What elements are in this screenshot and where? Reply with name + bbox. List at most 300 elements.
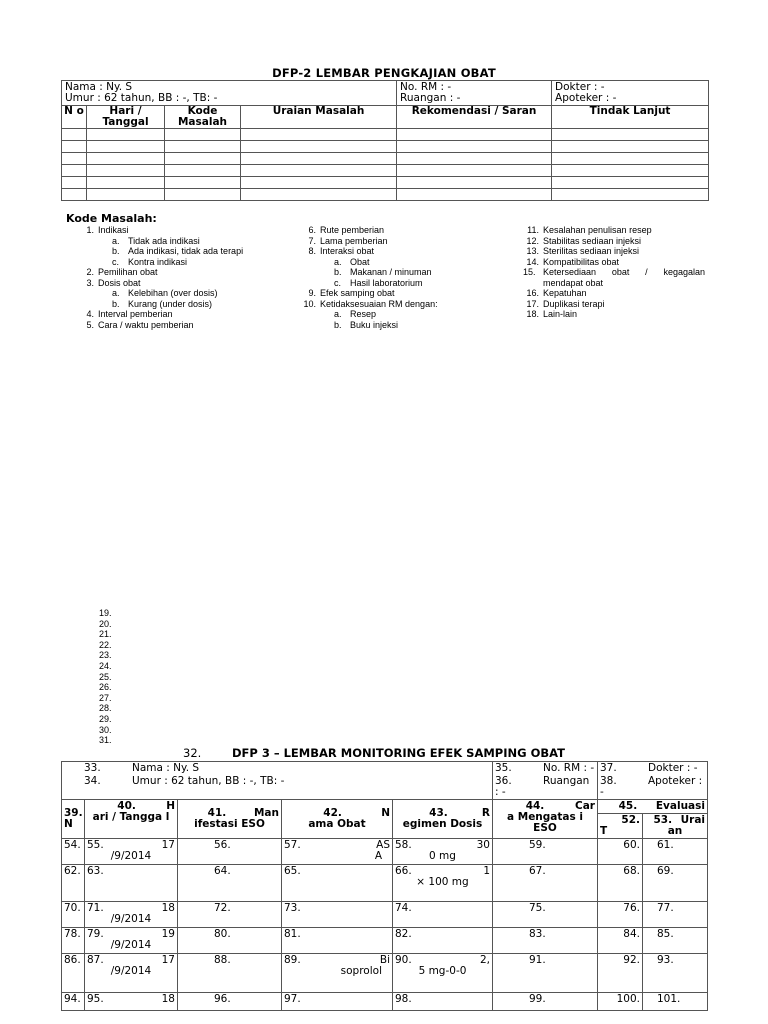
- cell-number: 62.: [64, 865, 81, 877]
- dfp3-table: [61, 761, 708, 1011]
- list-item-number: 7.: [308, 235, 316, 246]
- dfp3-body: [62, 839, 708, 1011]
- list-item: 25.: [99, 671, 112, 682]
- cell-line: [395, 903, 490, 914]
- table-row: [62, 129, 709, 141]
- table-row: [62, 865, 708, 902]
- list-item: 30.: [99, 724, 112, 735]
- cell-number: 70.: [64, 902, 81, 914]
- cell-value: /9/2014: [110, 850, 152, 862]
- list-item: 31.: [99, 735, 112, 746]
- cell-number: 64.: [214, 865, 231, 877]
- table-cell: [85, 865, 178, 902]
- cell-number: 73.: [284, 902, 301, 914]
- cell-number: 54.: [64, 839, 81, 851]
- header-label: Evaluasi: [655, 800, 705, 812]
- cell-number: 71.: [87, 902, 104, 914]
- cell-value: 30: [476, 839, 490, 851]
- header-label: ifestasi ESO: [194, 818, 265, 830]
- list-item-text: Cara / waktu pemberian: [98, 319, 194, 330]
- table-row: [62, 902, 708, 928]
- cell-number: 66.: [395, 865, 412, 877]
- table-cell: [493, 902, 598, 928]
- table-cell: [282, 928, 393, 954]
- cell-number: 81.: [284, 928, 301, 940]
- cell-value: /9/2014: [110, 913, 152, 925]
- table-cell: [178, 865, 282, 902]
- list-item: [78, 309, 288, 320]
- list-item: [523, 299, 705, 310]
- list-item-text: Dosis obat: [98, 277, 141, 288]
- cell-value: Bi: [379, 954, 390, 966]
- table-cell: [598, 865, 643, 902]
- table-cell: [85, 993, 178, 1011]
- dfp3-dokter: Dokter : -: [648, 762, 698, 774]
- table-row: [62, 165, 709, 177]
- table-row: [62, 189, 709, 201]
- cell-value: 18: [161, 993, 175, 1005]
- table-cell: [393, 954, 493, 993]
- dfp3-n33: 33.: [84, 762, 101, 774]
- header-number: 53.: [653, 814, 673, 826]
- cell-number: 67.: [529, 865, 546, 877]
- header-number: 42.: [323, 807, 342, 819]
- list-item-text: Kesalahan penulisan resep: [543, 225, 652, 235]
- table-cell: [598, 954, 643, 993]
- header-number: 44.: [525, 800, 545, 812]
- header-number: 45.: [618, 800, 638, 812]
- list-item-number: a.: [112, 235, 120, 246]
- list-item: [300, 320, 510, 331]
- list-item-number: a.: [334, 256, 342, 267]
- table-cell: [62, 865, 85, 902]
- list-item: 22.: [99, 639, 112, 650]
- table-cell: [643, 993, 708, 1011]
- list-item: 20.: [99, 618, 112, 629]
- dfp3-dokter-cell: [598, 762, 708, 776]
- list-item: [523, 309, 705, 320]
- table-row: [62, 153, 709, 165]
- list-item: [300, 246, 510, 257]
- table-cell: [282, 839, 393, 865]
- list-item: [523, 225, 705, 236]
- table-cell: [85, 839, 178, 865]
- table-cell: [393, 865, 493, 902]
- cell-number: 87.: [87, 954, 104, 966]
- cell-value: soprolol: [340, 965, 382, 977]
- list-item-text: Kontra indikasi: [128, 256, 188, 267]
- table-cell: [282, 902, 393, 928]
- cell-number: 59.: [529, 839, 546, 851]
- dfp3-header-nama-obat: [282, 800, 393, 839]
- list-item-text: Rute pemberian: [320, 225, 385, 235]
- list-item-text: Ada indikasi, tidak ada terapi: [128, 246, 244, 256]
- list-item: [78, 320, 288, 331]
- list-item: [300, 278, 510, 289]
- list-item-number: 11.: [527, 225, 539, 235]
- cell-number: 97.: [284, 993, 301, 1005]
- list-item-number: 15.: [523, 267, 536, 277]
- dfp3-info-row-1: [62, 762, 708, 776]
- header-label: Urai: [680, 814, 705, 826]
- dfp2-header-uraian: Uraian Masalah: [241, 106, 397, 129]
- cell-value: /9/2014: [110, 965, 152, 977]
- list-item: [523, 267, 705, 278]
- dfp3-ruangan-cell: [493, 775, 598, 800]
- table-cell: [85, 902, 178, 928]
- list-item: [78, 236, 288, 247]
- cell-value: 5 mg-0-0: [418, 965, 467, 977]
- cell-number: 79.: [87, 928, 104, 940]
- list-item-number: 16.: [526, 288, 539, 298]
- dfp3-nama-cell: [62, 762, 493, 776]
- dfp2-dokter: Dokter : -: [555, 81, 605, 93]
- table-cell: [493, 865, 598, 902]
- list-item: 24.: [99, 660, 112, 671]
- cell-number: 56.: [214, 839, 231, 851]
- table-cell: [598, 928, 643, 954]
- table-cell: [178, 928, 282, 954]
- cell-line: [284, 929, 390, 940]
- header-label: N: [64, 818, 73, 830]
- list-item: [523, 278, 705, 289]
- table-cell: [643, 954, 708, 993]
- cell-number: 82.: [395, 928, 412, 940]
- header-label: Car: [575, 800, 595, 812]
- dfp2-title: DFP-2 LEMBAR PENGKAJIAN OBAT: [272, 66, 496, 80]
- dfp3-apoteker: Apoteker : -: [600, 775, 703, 798]
- header-label: a Mengatas i ESO: [507, 811, 583, 834]
- list-item-number: b.: [112, 298, 120, 309]
- list-item-text: Buku injeksi: [350, 319, 399, 330]
- table-cell: [393, 993, 493, 1011]
- cell-number: 75.: [529, 902, 546, 914]
- dfp3-n34: 34.: [84, 775, 101, 787]
- dfp2-info-row: [62, 81, 709, 106]
- table-cell: [643, 928, 708, 954]
- table-cell: [62, 928, 85, 954]
- list-item-number: 12.: [526, 235, 539, 246]
- cell-number: 65.: [284, 865, 301, 877]
- list-item: [78, 257, 288, 268]
- cell-number: 90.: [395, 954, 412, 966]
- list-item-number: 3.: [86, 277, 94, 288]
- table-cell: [62, 839, 85, 865]
- list-item-text: Hasil laboratorium: [350, 277, 423, 288]
- cell-number: 85.: [657, 928, 674, 940]
- header-label: egimen Dosis: [402, 818, 483, 830]
- dfp2-header-kode: Kode Masalah: [165, 106, 241, 129]
- table-cell: [282, 865, 393, 902]
- list-item-text: Resep: [350, 309, 377, 319]
- table-cell: [643, 902, 708, 928]
- dfp3-header-regimen: [393, 800, 493, 839]
- dfp3-header-no: [62, 800, 85, 839]
- kode-masalah-title: Kode Masalah:: [66, 212, 157, 225]
- list-item-text: Obat: [350, 256, 370, 267]
- cell-line: [284, 994, 390, 1005]
- dfp2-header-tanggal: Hari / Tanggal: [87, 106, 165, 129]
- cell-number: 76.: [623, 902, 640, 914]
- list-item-text: Kompatibilitas obat: [543, 256, 620, 267]
- cell-number: 55.: [87, 839, 104, 851]
- cell-value: 17: [161, 954, 175, 966]
- list-item-text: Lain-lain: [543, 309, 578, 319]
- header-number: 43.: [429, 807, 448, 819]
- dfp3-header-row-1: [62, 800, 708, 814]
- table-cell: [643, 839, 708, 865]
- table-cell: [62, 954, 85, 993]
- cell-number: 74.: [395, 902, 412, 914]
- header-number: 40.: [117, 800, 136, 812]
- dfp2-rm-cell: [397, 81, 552, 106]
- list-item-text: Tidak ada indikasi: [128, 235, 200, 246]
- cell-value: AS: [376, 839, 390, 851]
- list-item: 28.: [99, 703, 112, 714]
- list-item-number: c.: [334, 277, 342, 288]
- table-cell: [282, 954, 393, 993]
- cell-number: 93.: [657, 954, 674, 966]
- dfp3-header-cara: [493, 800, 598, 839]
- cell-number: 84.: [623, 928, 640, 940]
- table-cell: [493, 928, 598, 954]
- list-item-number: b.: [112, 246, 120, 256]
- header-number: 41.: [207, 807, 227, 819]
- table-cell: [393, 902, 493, 928]
- kode-masalah-column-3: [523, 225, 705, 320]
- list-item-text: Kelebihan (over dosis): [128, 288, 218, 298]
- cell-number: 58.: [395, 839, 412, 851]
- cell-value: 17: [161, 839, 175, 851]
- list-item: 26.: [99, 682, 112, 693]
- cell-number: 60.: [623, 839, 640, 851]
- dfp2-no-rm: No. RM : -: [400, 81, 452, 93]
- list-item-number: 17.: [526, 298, 539, 309]
- list-item-text: Indikasi: [98, 225, 129, 235]
- table-cell: [643, 865, 708, 902]
- cell-number: 89.: [284, 954, 301, 966]
- cell-value: 2,: [479, 954, 490, 966]
- cell-line: [395, 994, 490, 1005]
- dfp2-header-row: [62, 106, 709, 129]
- cell-number: 61.: [657, 839, 674, 851]
- table-cell: [282, 993, 393, 1011]
- table-cell: [178, 902, 282, 928]
- dfp2-header-rekomendasi: Rekomendasi / Saran: [397, 106, 552, 129]
- dfp3-header-evaluasi: [598, 800, 708, 814]
- table-cell: [178, 993, 282, 1011]
- list-item-text: Makanan / minuman: [350, 267, 432, 277]
- header-label: ama Obat: [308, 818, 366, 830]
- table-cell: [493, 954, 598, 993]
- header-number: 52.: [621, 814, 640, 826]
- list-item-number: 1.: [86, 225, 94, 235]
- cell-number: 91.: [529, 954, 546, 966]
- header-label: T: [600, 825, 608, 837]
- table-cell: [85, 928, 178, 954]
- dfp3-title: DFP 3 – LEMBAR MONITORING EFEK SAMPING OBAT: [232, 746, 565, 760]
- table-cell: [393, 928, 493, 954]
- table-cell: [598, 902, 643, 928]
- header-label: H: [166, 800, 175, 812]
- list-item: [78, 278, 288, 289]
- list-item-number: 2.: [86, 267, 94, 277]
- table-row: [62, 839, 708, 865]
- table-cell: [178, 839, 282, 865]
- list-item-text: Interaksi obat: [320, 246, 375, 256]
- list-item-number: c.: [112, 256, 120, 267]
- list-item: 21.: [99, 629, 112, 640]
- list-item: [78, 267, 288, 278]
- header-label: N: [381, 807, 390, 819]
- dfp2-apoteker: Apoteker : -: [555, 92, 617, 104]
- header-label: Man: [253, 807, 279, 819]
- dfp3-apoteker-cell: [598, 775, 708, 800]
- table-cell: [62, 993, 85, 1011]
- table-cell: [493, 993, 598, 1011]
- list-item-number: b.: [334, 267, 342, 277]
- table-cell: [598, 839, 643, 865]
- dfp2-nama: Nama : Ny. S: [65, 81, 133, 93]
- cell-number: 100.: [616, 993, 640, 1005]
- list-item: [300, 257, 510, 268]
- cell-value: /9/2014: [110, 939, 152, 951]
- table-row: [62, 954, 708, 993]
- cell-number: 77.: [657, 902, 674, 914]
- dfp3-n35: 35.: [495, 762, 512, 774]
- table-row: [62, 928, 708, 954]
- list-item-number: 9.: [308, 288, 316, 298]
- numbered-list: [99, 608, 112, 746]
- list-item-number: a.: [112, 288, 120, 298]
- cell-number: 99.: [529, 993, 546, 1005]
- table-cell: [598, 993, 643, 1011]
- cell-number: 83.: [529, 928, 546, 940]
- list-item-text: Kepatuhan: [543, 288, 587, 298]
- cell-number: 86.: [64, 954, 81, 966]
- table-row: [62, 177, 709, 189]
- list-item-text: Pemilihan obat: [98, 267, 158, 277]
- cell-number: 101.: [657, 993, 681, 1005]
- dfp2-table: [61, 80, 709, 201]
- cell-value: 1: [483, 865, 490, 877]
- dfp3-header-manifestasi: [178, 800, 282, 839]
- cell-number: 94.: [64, 993, 81, 1005]
- dfp3-title-number: 32.: [183, 746, 202, 760]
- dfp2-patient-cell: [62, 81, 397, 106]
- list-item: 19.: [99, 608, 112, 618]
- list-item: [523, 288, 705, 299]
- cell-number: 80.: [214, 928, 231, 940]
- table-cell: [62, 902, 85, 928]
- cell-number: 88.: [214, 954, 231, 966]
- list-item-number: 5.: [86, 319, 94, 330]
- list-item-text: mendapat obat: [543, 277, 604, 288]
- header-label: an: [667, 825, 683, 837]
- dfp3-n37: 37.: [600, 762, 617, 774]
- list-item-number: 14.: [526, 256, 539, 267]
- kode-masalah-column-2: [300, 225, 510, 330]
- header-label: R: [481, 807, 490, 819]
- list-item: [78, 225, 288, 236]
- list-item-text: Interval pemberian: [98, 309, 173, 319]
- cell-line: [87, 866, 175, 877]
- cell-number: 98.: [395, 993, 412, 1005]
- cell-line: [284, 866, 390, 877]
- list-item: [523, 246, 705, 257]
- cell-value: A: [374, 850, 382, 862]
- header-number: 39.: [64, 807, 83, 819]
- dfp3-info-row-2: [62, 775, 708, 800]
- list-item-number: 10.: [303, 298, 316, 309]
- list-item-number: 6.: [308, 225, 316, 235]
- cell-number: 63.: [87, 865, 104, 877]
- dfp3-header-t: [598, 814, 643, 839]
- list-item-number: 13.: [526, 246, 539, 256]
- cell-value: × 100 mg: [416, 876, 469, 888]
- cell-number: 69.: [657, 865, 674, 877]
- dfp3-no-rm: No. RM : -: [543, 762, 595, 774]
- list-item: [78, 299, 288, 310]
- dfp3-n38: 38.: [600, 775, 617, 787]
- list-item: [78, 246, 288, 257]
- dfp3-n36: 36.: [495, 775, 512, 787]
- list-item-text: Ketidaksesuaian RM dengan:: [320, 298, 438, 309]
- dfp3-header-uraian: [643, 814, 708, 839]
- list-item: [300, 288, 510, 299]
- dfp2-header-no: N o: [62, 106, 87, 129]
- dfp3-rm-cell: [493, 762, 598, 776]
- cell-value: 0 mg: [429, 850, 456, 862]
- list-item: [300, 225, 510, 236]
- dfp3-umur-cell: [62, 775, 493, 800]
- list-item-text: Ketersediaan obat / kegagalan: [543, 267, 705, 277]
- list-item-text: Kurang (under dosis): [128, 298, 213, 309]
- table-cell: [493, 839, 598, 865]
- list-item-text: Lama pemberian: [320, 235, 388, 246]
- list-item: [523, 257, 705, 268]
- list-item-number: 4.: [86, 309, 94, 319]
- list-item-number: a.: [334, 309, 342, 319]
- list-item: [300, 299, 510, 310]
- list-item-text: Stabilitas sediaan injeksi: [543, 235, 642, 246]
- list-item: [523, 236, 705, 247]
- cell-value: 19: [161, 928, 175, 940]
- table-cell: [393, 839, 493, 865]
- list-item: 27.: [99, 692, 112, 703]
- list-item: 23.: [99, 650, 112, 661]
- table-row: [62, 141, 709, 153]
- dfp2-ruangan: Ruangan : -: [400, 92, 461, 104]
- list-item: [300, 267, 510, 278]
- kode-masalah-column-1: [78, 225, 288, 330]
- dfp2-umur: Umur : 62 tahun, BB : -, TB: -: [65, 92, 218, 104]
- list-item-number: 8.: [308, 246, 316, 256]
- header-label: ari / Tangga l: [92, 811, 170, 823]
- dfp3-nama: Nama : Ny. S: [132, 762, 200, 774]
- cell-line: [284, 903, 390, 914]
- cell-number: 57.: [284, 839, 301, 851]
- list-item-number: 18.: [526, 309, 539, 319]
- table-row: [62, 993, 708, 1011]
- list-item-text: Sterilitas sediaan injeksi: [543, 246, 640, 256]
- table-cell: [178, 954, 282, 993]
- dfp2-dokter-cell: [552, 81, 709, 106]
- dfp3-header-tanggal: [85, 800, 178, 839]
- dfp2-header-tindak: Tindak Lanjut: [552, 106, 709, 129]
- dfp3-ruangan: Ruangan : -: [495, 775, 590, 798]
- cell-number: 96.: [214, 993, 231, 1005]
